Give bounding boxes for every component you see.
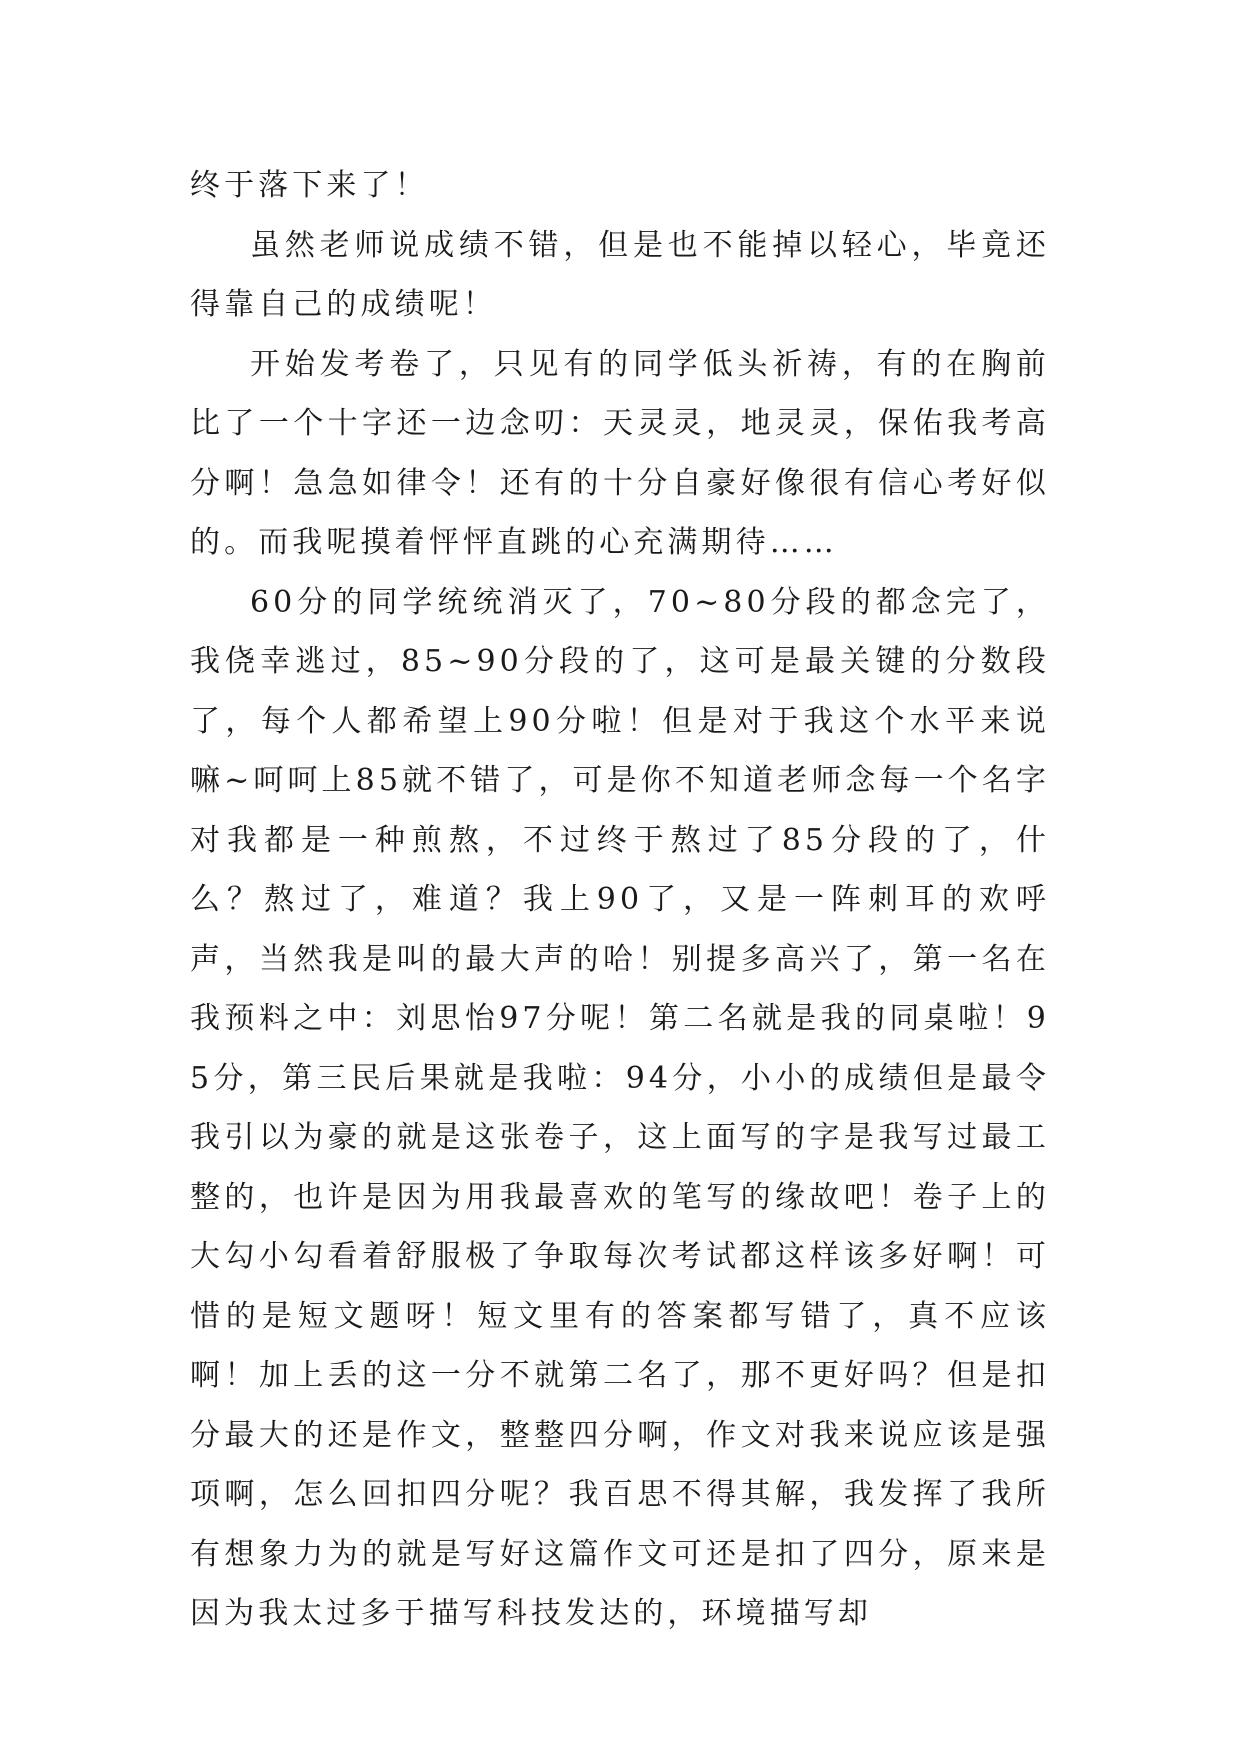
paragraph-3: 开始发考卷了，只见有的同学低头祈祷，有的在胸前比了一个十字还一边念叨：天灵灵，地灵灵，保佑我考高分啊！急急如律令！还有的十分自豪好像很有信心考好似的。而我呢摸着怦怦直跳的心充满期待…… <box>190 346 1050 560</box>
paragraph-1: 终于落下来了！ <box>190 168 429 203</box>
paragraph-2: 虽然老师说成绩不错，但是也不能掉以轻心，毕竟还得靠自己的成绩呢！ <box>190 227 1050 322</box>
paragraph-4: 60分的同学统统消灭了，70~80分段的都念完了，我侥幸逃过，85~90分段的了，这可是最关键的分数段了，每个人都希望上90分啦！但是对于我这个水平来说嘛~呵呵上85就不错了，可是你不知道老师念每一个名字对我都是一种煎熬，不过终于熬过了85分段的了，什么？熬过了，难道？我上90了，又是一阵刺耳的欢呼声，当然我是叫的最大声的哈！别提多高兴了，第一名在我预料之中：刘思怡97分呢！第二名就是我的同桌啦！95分，第三民后果就是我啦：94分，小小的成绩但是最令我引以为豪的就是这张卷子，这上面写的字是我写过最工整的，也许是因为用我最喜欢的笔写的缘故吧！卷子上的大勾小勾看着舒服极了争取每次考试都这样该多好啊！可惜的是短文题呀！短文里有的答案都写错了，真不应该啊！加上丢的这一分不就第二名了，那不更好吗？但是扣分最大的还是作文，整整四分啊，作文对我来说应该是强项啊，怎么回扣四分呢？我百思不得其解，我发挥了我所有想象力为的就是写好这篇作文可还是扣了四分，原来是因为我太过多于描写科技发达的，环境描写却 <box>190 584 1050 1631</box>
document-body <box>190 156 1050 1644</box>
